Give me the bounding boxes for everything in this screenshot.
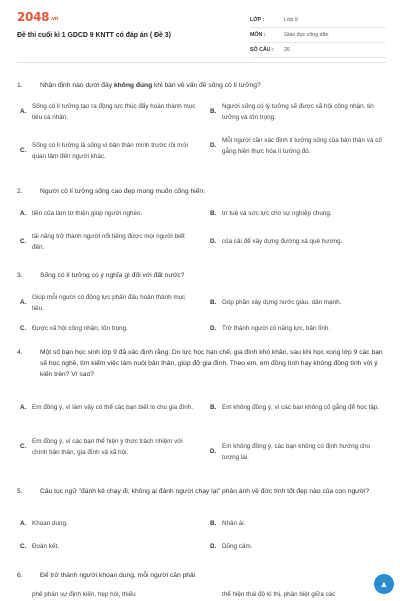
arrow-up-icon: ▲: [379, 579, 389, 589]
site-logo[interactable]: [17, 10, 58, 24]
question-number: 4.: [17, 349, 23, 356]
option-3c[interactable]: C. Được xã hội công nhận, tôn trọng.: [20, 325, 128, 332]
info-label: MÔN :: [250, 32, 266, 38]
option-5a[interactable]: A. Khoan dung.: [20, 520, 68, 527]
option-5c[interactable]: C. Đoàn kết.: [20, 543, 59, 550]
info-label: LỚP :: [250, 17, 265, 23]
option-2c[interactable]: C. tài năng trở thành người nổi tiếng được mọi người biết đến.: [20, 233, 185, 251]
question-text: Câu tục ngữ "đánh kẻ chạy đi, không ai đánh người chạy lại" phản ánh về đức tính tốt đẹp nào của con người?: [40, 488, 370, 495]
question-text: Nhận định nào dưới đây không đúng khi bàn về vấn đề sống có lí tưởng?: [40, 82, 261, 89]
header-divider: [17, 62, 386, 63]
question-text: Sống có lí tưởng có ý nghĩa gì đối với đất nước?: [40, 272, 185, 279]
question-1: [17, 80, 389, 91]
question-6: [17, 570, 389, 581]
info-row-class: [250, 13, 386, 28]
option-2d[interactable]: D. của cải để xây dựng đường xá quê hương.: [210, 238, 343, 245]
option-6a[interactable]: phê phán sự định kiến, hẹp hòi, thiếu: [32, 591, 136, 598]
question-5: [17, 486, 389, 497]
info-value: Lớp 9: [284, 17, 298, 23]
option-3b[interactable]: B. Góp phần xây dựng nước giàu, dân mạnh.: [210, 299, 342, 306]
option-2a[interactable]: A. tiền của làm từ thiện giúp người nghèo.: [20, 210, 143, 217]
question-number: 5.: [17, 488, 23, 495]
exam-title: Đề thi cuối kì 1 GDCD 9 KNTT có đáp án ( Đề 3): [17, 32, 171, 39]
option-1a[interactable]: A. Sống có lí tưởng tạo ra động lực thúc đẩy hoàn thành mục tiêu cá nhân.: [20, 103, 196, 121]
option-4d[interactable]: D. Em không đồng ý, các bạn không có định hướng cho tương lai.: [210, 443, 371, 461]
option-1c[interactable]: C. Sống có lí tưởng là sống vì bản thân mình trước rồi mới quan tâm đến người khác.: [20, 142, 188, 160]
question-2: [17, 186, 389, 197]
option-4a[interactable]: A. Em đồng ý, vì làm vậy có thể các bạn biết lo cho gia đình.: [20, 404, 194, 411]
option-6b[interactable]: thể hiện thái độ kì thị, phân biệt giữa các: [222, 591, 336, 598]
question-number: 1.: [17, 82, 23, 89]
option-4c[interactable]: C. Em đồng ý, vì các bạn thể hiện ý thức trách nhiệm với chính bản thân, gia đình và xã hội.: [20, 438, 183, 456]
option-3d[interactable]: D. Trở thành người có năng lực, bản lĩnh.: [210, 325, 331, 332]
info-row-count: [250, 43, 386, 58]
option-1b[interactable]: B. Người sống có lý tưởng sẽ được xã hội công nhận, tin tưởng và tôn trọng.: [210, 103, 374, 121]
question-4: [17, 347, 389, 380]
scroll-top-button[interactable]: [374, 574, 394, 594]
logo-domain: .vn: [50, 16, 59, 22]
question-3: [17, 270, 389, 281]
question-text: Một số bạn học sinh lớp 9 đã xác định rằng: Do lực học hạn chế, gia đình khó khăn, sau khi học xong lớp 9 các bạn sẽ học nghề, tìm kiếm việc làm nuôi bản thân, giúp đỡ gia đình. Theo em, em đồng tình hay không đồng tình với ý kiến trên? Vì sao?: [40, 349, 383, 378]
exam-info-table: [250, 13, 386, 58]
option-5b[interactable]: B. Nhân ái.: [210, 520, 246, 527]
option-4b[interactable]: B. Em không đồng ý, vì các bạn không cố gắng để học tập.: [210, 404, 380, 411]
option-5d[interactable]: D. Dũng cảm.: [210, 543, 253, 550]
logo-number: 2048: [17, 10, 50, 24]
question-number: 3.: [17, 272, 23, 279]
info-row-subject: [250, 28, 386, 43]
option-1d[interactable]: D. Mỗi người cần xác định lí tưởng sống của bản thân và cố gắng hiện thực hóa lí tưởng đó.: [210, 137, 382, 155]
question-text: Để trở thành người khoan dung, mỗi người cần phải: [40, 572, 196, 579]
question-number: 2.: [17, 188, 23, 195]
info-value: 26: [284, 47, 290, 53]
question-emphasis: không đúng: [113, 82, 153, 89]
question-number: 6.: [17, 572, 23, 579]
option-2b[interactable]: B. trí tuệ và sức lực cho sự nghiệp chung.: [210, 210, 332, 217]
info-label: SỐ CÂU :: [250, 47, 274, 53]
info-value: Giáo dục công dân: [284, 32, 329, 38]
option-3a[interactable]: A. Giúp mỗi người có động lực phấn đấu hoàn thành mục tiêu.: [20, 294, 186, 312]
question-text: Người có lí tưởng sống cao đẹp mong muốn cống hiến:: [40, 188, 205, 195]
